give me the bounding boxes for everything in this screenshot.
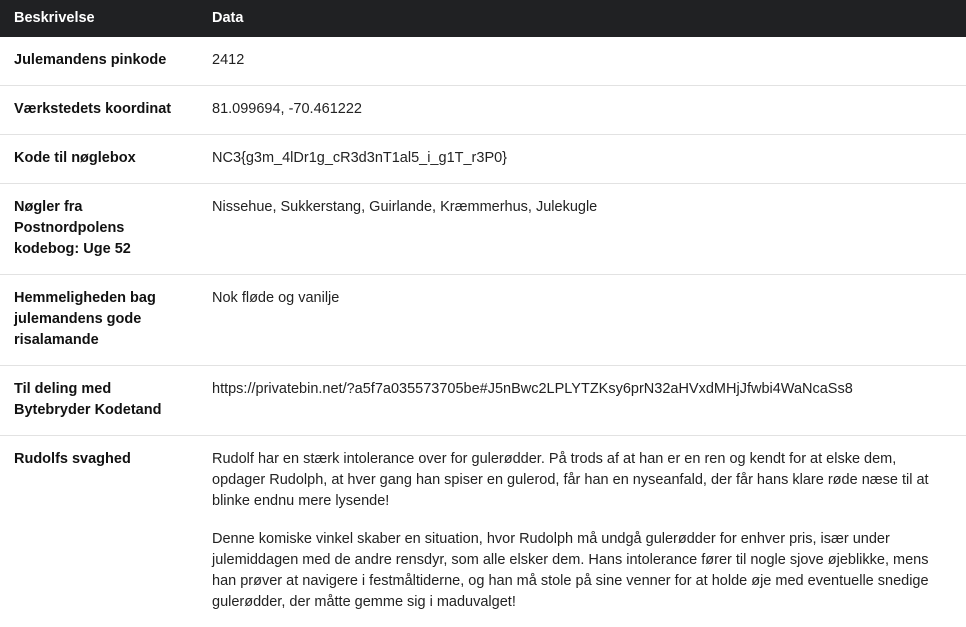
table-row	[0, 275, 966, 366]
row-label: Nøgler fra Postnordpolens kodebog: Uge 52	[0, 184, 198, 275]
row-value	[198, 37, 966, 86]
row-value	[198, 135, 966, 184]
table-row	[0, 86, 966, 135]
row-label: Kode til nøglebox	[0, 135, 198, 184]
column-header-beskrivelse: Beskrivelse	[0, 0, 198, 37]
row-value	[198, 366, 966, 436]
row-value-paragraph: Denne komiske vinkel skaber en situation, hvor Rudolph må undgå gulerødder for enhver pris, især under julemiddagen med de andre rensdyr, som alle elsker dem. Hans intolerance fører til nogle sjove øjeblikke, mens han prøver at navigere i festmåltiderne, og han må stole på sine venner for at holde øje med eventuelle snedige gulerødder, der måtte gemme sig i maduvalget!	[212, 531, 929, 611]
row-label: Til deling med Bytebryder Kodetand	[0, 366, 198, 436]
row-value-paragraph: Rudolf har en stærk intolerance over for gulerødder. På trods af at han er en ren og kendt for at elske dem, opdager Rudolph, at hver gang han spiser en gulerod, får han en nyseanfald, der får hans klare røde næse til at blinke endnu mere lysende!	[212, 451, 929, 510]
row-value	[198, 184, 966, 275]
row-value	[198, 436, 966, 627]
row-value-paragraph: Nok fløde og vanilje	[212, 290, 340, 307]
row-value	[198, 86, 966, 135]
row-value-paragraph: Nissehue, Sukkerstang, Guirlande, Kræmmerhus, Julekugle	[212, 199, 598, 216]
table-row	[0, 366, 966, 436]
row-label: Julemandens pinkode	[0, 37, 198, 86]
row-label: Hemmeligheden bag julemandens gode risalamande	[0, 275, 198, 366]
table-header	[0, 0, 966, 37]
row-label: Værkstedets koordinat	[0, 86, 198, 135]
column-header-data: Data	[198, 0, 966, 37]
table-header-row	[0, 0, 966, 37]
row-label: Rudolfs svaghed	[14, 451, 131, 468]
row-value-paragraph: NC3{g3m_4lDr1g_cR3d3nT1al5_i_g1T_r3P0}	[212, 150, 508, 167]
row-value-paragraph: 81.099694, -70.461222	[212, 101, 362, 118]
table-row	[0, 135, 966, 184]
row-value	[198, 275, 966, 366]
row-value-link[interactable]: https://privatebin.net/?a5f7a035573705be#J5nBwc2LPLYTZKsy6prN32aHVxdMHjJfwbi4WaNcaSs8	[212, 381, 853, 398]
table-row	[0, 37, 966, 86]
row-value-paragraph: 2412	[212, 52, 245, 68]
table-row	[0, 436, 966, 627]
table-row	[0, 184, 966, 275]
table-body	[0, 37, 966, 627]
